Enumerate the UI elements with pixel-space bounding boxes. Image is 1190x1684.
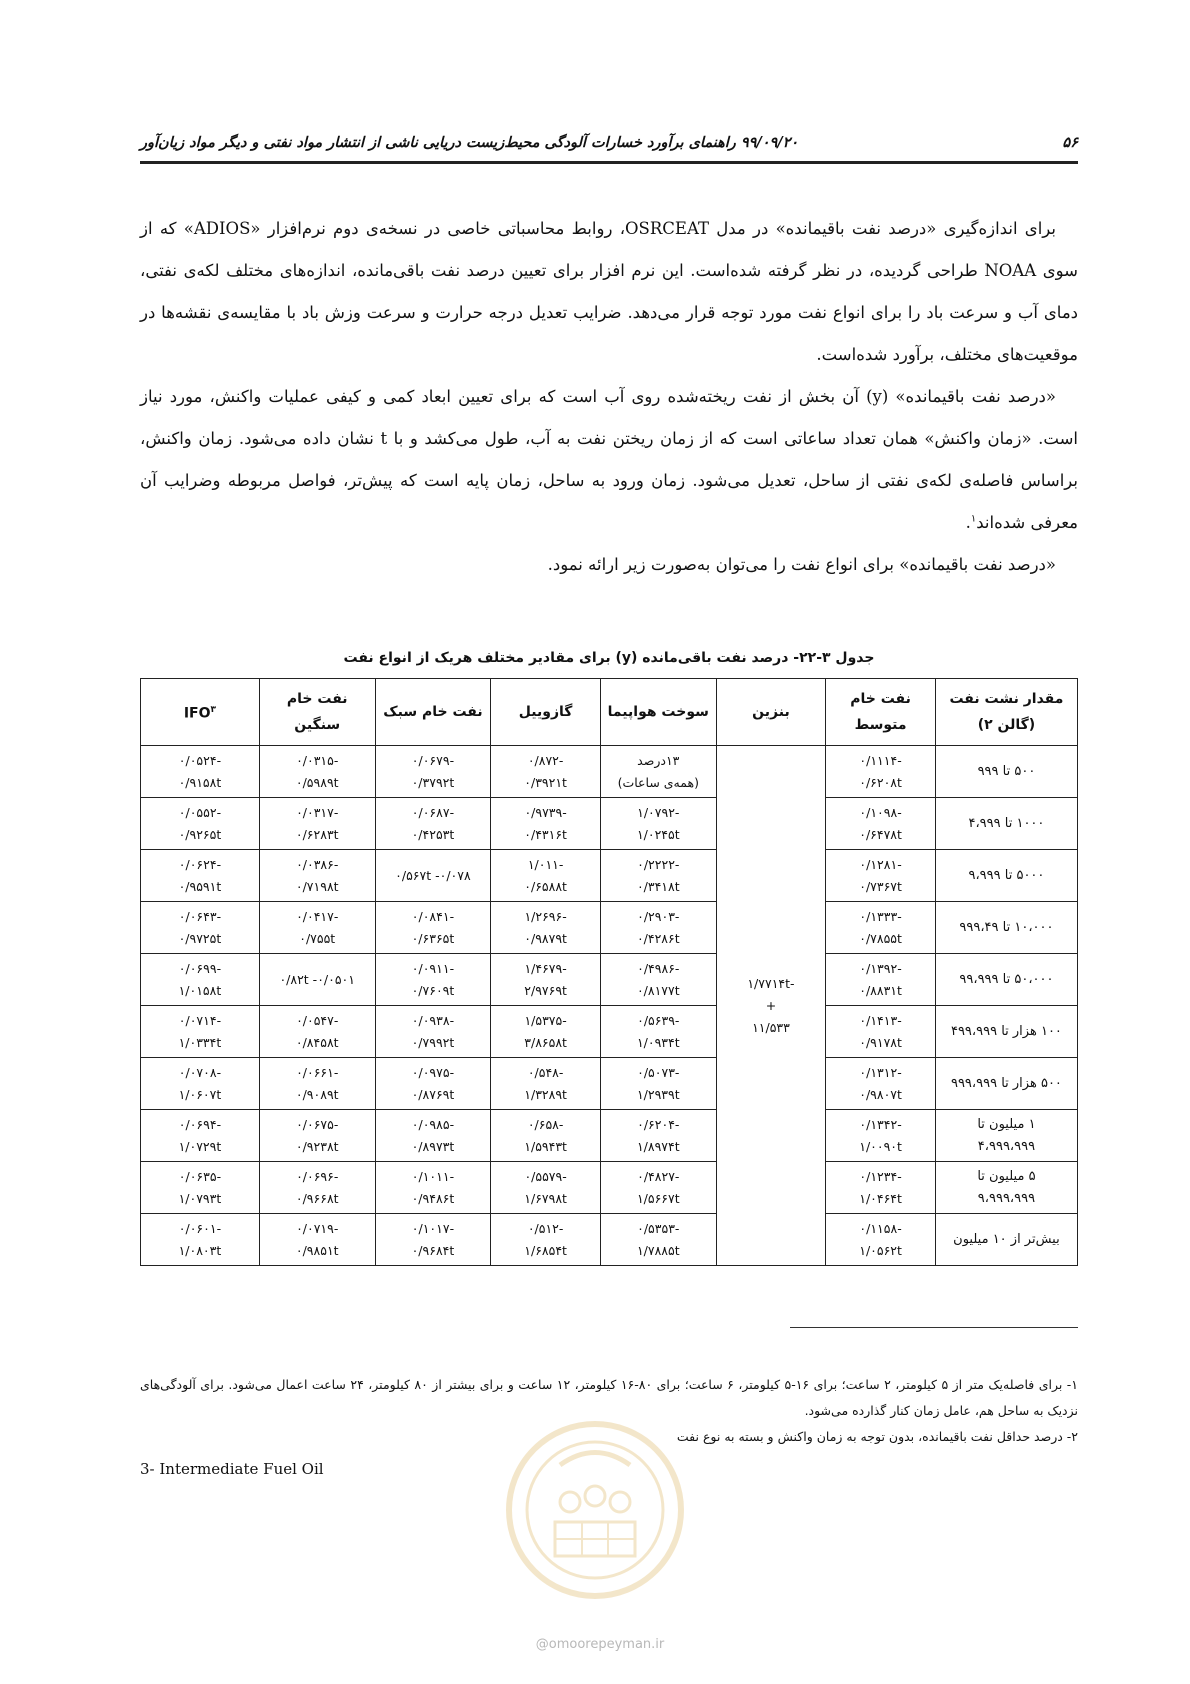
cell-heavy-crude-line2: ۰/۶۲۸۳t (295, 826, 339, 842)
cell-diesel-line1: -۰/۶۵۸ (527, 1116, 564, 1132)
table-row (141, 1006, 1078, 1058)
footnote-3: 3- Intermediate Fuel Oil (140, 1460, 324, 1478)
cell-jet-fuel-line1: -۰/۵۰۷۳ (637, 1064, 680, 1080)
cell-diesel-line2: ۱/۳۲۸۹t (524, 1086, 567, 1102)
cell-light-crude (375, 746, 491, 798)
table-row (141, 1110, 1078, 1162)
cell-light-crude (375, 1006, 491, 1058)
cell-light-crude-line1: -۰/۱۰۱۷ (411, 1220, 455, 1236)
cell-range (935, 1214, 1077, 1266)
cell-jet-fuel-line2: ۰/۸۱۷۷t (636, 982, 680, 998)
cell-light-crude-line2: ۰/۳۷۹۲t (411, 774, 455, 790)
cell-jet-fuel-line1: -۰/۴۸۲۷ (637, 1168, 680, 1184)
cell-heavy-crude-line1: -۰/۰۶۶۱ (296, 1064, 339, 1080)
cell-heavy-crude-line2: ۰/۵۹۸۹t (295, 774, 339, 790)
cell-jet-fuel (600, 954, 716, 1006)
header-diesel: گازوییل (491, 679, 601, 746)
cell-jet-fuel-line2: ۱/۸۹۷۴t (636, 1138, 680, 1154)
cell-light-crude-line1: -۰/۰۹۳۸ (411, 1012, 455, 1028)
cell-ifo (141, 798, 260, 850)
cell-diesel-line1: -۰/۵۱۲ (527, 1220, 564, 1236)
cell-medium-crude (826, 1006, 936, 1058)
cell-medium-crude-line2: ۱/۰۵۶۲t (859, 1242, 902, 1258)
cell-ifo-line2: ۱/۰۶۰۷t (178, 1086, 222, 1102)
cell-ifo (141, 1006, 260, 1058)
cell-ifo-line1: -۰/۰۶۹۹ (178, 960, 222, 976)
cell-heavy-crude (259, 746, 375, 798)
cell-heavy-crude (259, 1058, 375, 1110)
footnote-1: ۱- برای فاصله‌یک متر از ۵ کیلومتر، ۲ ساعت؛ برای ۱۶-۵ کیلومتر، ۶ ساعت؛ برای ۸۰-۱۶ کیلومتر، ۱۲ ساعت و برای بیشتر از ۸۰ کیلومتر، ۲۴ ساعت اعمال می‌شود. برای آلودگی‌های نزدیک به ساحل هم، عامل زمان کنار گذارده می‌شود. (140, 1377, 1079, 1418)
cell-medium-crude-line2: ۰/۶۲۰۸t (859, 774, 902, 790)
cell-jet-fuel-line1: -۰/۵۳۵۳ (637, 1220, 680, 1236)
cell-diesel-line2: ۰/۳۹۲۱t (524, 774, 567, 790)
header-amount (935, 679, 1077, 746)
cell-medium-crude (826, 1162, 936, 1214)
cell-medium-crude-line1: -۰/۱۳۹۲ (859, 960, 902, 976)
cell-heavy-crude (259, 798, 375, 850)
footnote-ref-1: ۱ (970, 513, 977, 525)
cell-medium-crude-line2: ۰/۶۴۷۸t (859, 826, 902, 842)
cell-ifo-line1: -۰/۰۷۱۴ (178, 1012, 222, 1028)
cell-light-crude-line1: ۰/۵۶۷t -۰/۰۷۸ (395, 867, 471, 883)
cell-ifo-line2: ۰/۹۲۶۵t (178, 826, 222, 842)
cell-medium-crude (826, 798, 936, 850)
cell-light-crude (375, 850, 491, 902)
cell-jet-fuel (600, 1162, 716, 1214)
cell-ifo (141, 1162, 260, 1214)
cell-medium-crude (826, 1110, 936, 1162)
cell-ifo-line1: -۰/۰۶۴۳ (178, 908, 222, 924)
cell-medium-crude-line1: -۰/۱۳۳۳ (859, 908, 902, 924)
cell-range (935, 1162, 1077, 1214)
header-medium-crude: نفت خام متوسط (826, 679, 936, 746)
cell-jet-fuel-line2: ۰/۳۴۱۸t (636, 878, 680, 894)
cell-ifo (141, 1110, 260, 1162)
cell-heavy-crude-line2: ۰/۹۲۳۸t (295, 1138, 339, 1154)
cell-medium-crude-line1: -۰/۱۳۴۲ (859, 1116, 902, 1132)
cell-heavy-crude-line2: ۰/۸۴۵۸t (295, 1034, 339, 1050)
cell-diesel-line2: ۰/۴۳۱۶t (524, 826, 567, 842)
table-row (141, 954, 1078, 1006)
cell-light-crude-line1: -۰/۰۸۴۱ (411, 908, 455, 924)
cell-range-line2: ۹،۹۹۹،۹۹۹ (977, 1190, 1036, 1206)
cell-heavy-crude-line2: ۰/۹۰۸۹t (295, 1086, 339, 1102)
footnote-2: ۲- درصد حداقل نفت باقیمانده، بدون توجه به زمان واکنش و بسته به نوع نفت (676, 1429, 1078, 1444)
table-row (141, 746, 1078, 798)
cell-heavy-crude-line1: -۰/۰۶۷۵ (296, 1116, 339, 1132)
cell-light-crude-line1: -۰/۰۹۸۵ (411, 1116, 455, 1132)
header-amount-unit: (گالن ۲) (977, 717, 1036, 733)
paragraph-2-text: «درصد نفت باقیمانده» (y) آن بخش از نفت ریخته‌شده روی آب است که برای تعیین ابعاد کمی و کیفی عملیات واکنش، مورد نیاز است. «زمان واکنش» همان تعداد ساعاتی است که از زمان ریختن نفت به آب، طول می‌کشد و با t نشان داده می‌شود. زمان واکنش، براساس فاصله‌ی لکه‌ی نفتی از ساحل، تعدیل می‌شود. زمان ورود به ساحل، زمان پایه است که پیش‌تر، فواصل مربوطه وضرایب آن معرفی شده‌اند (140, 387, 1078, 532)
cell-diesel (491, 1006, 601, 1058)
cell-jet-fuel-line1: -۰/۶۲۰۴ (637, 1116, 680, 1132)
cell-gasoline (716, 746, 826, 1266)
cell-medium-crude-line1: -۰/۱۲۳۴ (859, 1168, 902, 1184)
paragraph-2: «درصد نفت باقیمانده» (y) آن بخش از نفت ریخته‌شده روی آب است که برای تعیین ابعاد کمی و کیفی عملیات واکنش، مورد نیاز است. «زمان واکنش» همان تعداد ساعاتی است که از زمان ریختن نفت به آب، طول می‌کشد و با t نشان داده می‌شود. زمان واکنش، براساس فاصله‌ی لکه‌ی نفتی از ساحل، تعدیل می‌شود. زمان ورود به ساحل، زمان پایه است که پیش‌تر، فواصل مربوطه وضرایب آن معرفی شده‌اند$^۱$. (140, 387, 1078, 532)
cell-heavy-crude (259, 1110, 375, 1162)
cell-diesel-line1: -۰/۵۴۸ (527, 1064, 564, 1080)
cell-range-line1: ۵۰۰۰ تا ۹،۹۹۹ (968, 867, 1045, 883)
cell-light-crude (375, 902, 491, 954)
cell-heavy-crude-line1: -۰/۰۳۱۷ (296, 804, 339, 820)
cell-jet-fuel-line1: ۱۳درصد (637, 752, 680, 768)
cell-range (935, 954, 1077, 1006)
cell-medium-crude-line1: -۰/۱۲۸۱ (859, 856, 902, 872)
cell-jet-fuel (600, 1058, 716, 1110)
cell-medium-crude-line2: ۰/۷۸۵۵t (859, 930, 902, 946)
seal-logo-watermark (500, 1410, 690, 1610)
cell-range-line1: ۱۰۰ هزار تا ۴۹۹،۹۹۹ (950, 1023, 1062, 1039)
cell-heavy-crude-line1: ۰/۸۲t -۰/۰۵۰۱ (279, 971, 355, 987)
cell-diesel-line2: ۱/۶۷۹۸t (524, 1190, 567, 1206)
cell-ifo (141, 1214, 260, 1266)
header-heavy-crude: نفت خام سنگین (259, 679, 375, 746)
cell-light-crude (375, 1162, 491, 1214)
cell-ifo-line1: -۰/۰۵۲۴ (178, 752, 222, 768)
cell-ifo-line2: ۱/۰۷۲۹t (178, 1138, 222, 1154)
cell-diesel (491, 1162, 601, 1214)
cell-range-line1: بیش‌تر از ۱۰ میلیون (953, 1231, 1060, 1247)
cell-ifo-line2: ۱/۰۷۹۳t (178, 1190, 222, 1206)
cell-light-crude-line2: ۰/۴۲۵۳t (411, 826, 455, 842)
cell-ifo-line1: -۰/۰۵۵۲ (178, 804, 222, 820)
cell-heavy-crude-line1: -۰/۰۷۱۹ (296, 1220, 339, 1236)
cell-light-crude (375, 954, 491, 1006)
cell-range (935, 850, 1077, 902)
cell-heavy-crude-line1: -۰/۰۴۱۷ (296, 908, 339, 924)
cell-heavy-crude (259, 1214, 375, 1266)
cell-diesel (491, 850, 601, 902)
cell-jet-fuel-line1: -۰/۴۹۸۶ (637, 960, 680, 976)
cell-range (935, 798, 1077, 850)
cell-diesel-line2: ۱/۵۹۴۳t (524, 1138, 567, 1154)
cell-diesel-line2: ۱/۶۸۵۴t (524, 1242, 567, 1258)
cell-range (935, 1110, 1077, 1162)
cell-medium-crude (826, 746, 936, 798)
cell-ifo-line2: ۰/۹۱۵۸t (178, 774, 222, 790)
cell-light-crude (375, 798, 491, 850)
cell-heavy-crude (259, 902, 375, 954)
cell-ifo-line1: -۰/۰۷۰۸ (178, 1064, 222, 1080)
cell-diesel (491, 954, 601, 1006)
page-header (140, 128, 1078, 164)
footnote-ref-3: ۳ (210, 705, 217, 716)
cell-medium-crude-line2: ۱/۰۰۹۰t (859, 1138, 902, 1154)
cell-range (935, 902, 1077, 954)
cell-jet-fuel (600, 798, 716, 850)
header-ifo-label: IFO (183, 705, 211, 722)
cell-diesel (491, 1058, 601, 1110)
cell-range-line1: ۵ میلیون تا (977, 1168, 1036, 1184)
cell-light-crude-line2: ۰/۹۶۸۴t (411, 1242, 455, 1258)
cell-light-crude-line2: ۰/۶۳۶۵t (411, 930, 455, 946)
paragraph-1: برای اندازه‌گیری «درصد نفت باقیمانده» در مدل OSRCEAT، روابط محاسباتی خاصی در نسخه‌ی دوم نرم‌افزار «ADIOS» که از سوی NOAA طراحی گردیده، در نظر گرفته شده‌است. این نرم افزار برای تعیین درصد نفت باقی‌مانده، اندازه‌های مختلف لکه‌ی نفتی، دمای آب و سرعت باد را برای انواع نفت مورد توجه قرار می‌دهد. ضرایب تعدیل درجه حرارت و سرعت وزش باد با مقایسه‌ی نقشه‌ها در موقعیت‌های مختلف، برآورد شده‌است. (140, 219, 1078, 364)
cell-heavy-crude-line2: ۰/۷۱۹۸t (295, 878, 339, 894)
cell-diesel-line2: ۰/۹۸۷۹t (524, 930, 567, 946)
cell-diesel-line1: -۱/۵۳۷۵ (524, 1012, 567, 1028)
cell-range-line1: ۱۰،۰۰۰ تا ۹۹۹،۴۹ (959, 919, 1054, 935)
cell-range (935, 746, 1077, 798)
cell-jet-fuel (600, 1006, 716, 1058)
header-gasoline: بنزین (716, 679, 826, 746)
cell-range-line1: ۵۰،۰۰۰ تا ۹۹،۹۹۹ (959, 971, 1054, 987)
cell-medium-crude-line1: -۰/۱۰۹۸ (859, 804, 902, 820)
cell-ifo (141, 954, 260, 1006)
cell-diesel-line2: ۰/۶۵۸۸t (524, 878, 567, 894)
cell-range (935, 1006, 1077, 1058)
table-row (141, 850, 1078, 902)
cell-diesel (491, 1214, 601, 1266)
cell-medium-crude-line2: ۱/۰۴۶۴t (859, 1190, 902, 1206)
cell-heavy-crude (259, 954, 375, 1006)
cell-range-line2: ۴،۹۹۹،۹۹۹ (977, 1138, 1036, 1154)
cell-medium-crude (826, 902, 936, 954)
cell-ifo-line2: ۱/۰۱۵۸t (178, 982, 222, 998)
cell-jet-fuel (600, 850, 716, 902)
cell-ifo-line1: -۰/۰۶۳۵ (178, 1168, 222, 1184)
cell-medium-crude-line1: -۰/۱۱۵۸ (859, 1220, 902, 1236)
cell-medium-crude (826, 1058, 936, 1110)
cell-light-crude (375, 1110, 491, 1162)
cell-diesel (491, 902, 601, 954)
cell-jet-fuel-line2: ۱/۰۹۳۴t (636, 1034, 680, 1050)
cell-ifo-line2: ۱/۰۸۰۳t (178, 1242, 222, 1258)
cell-jet-fuel (600, 746, 716, 798)
cell-light-crude-line2: ۰/۸۹۷۳t (411, 1138, 455, 1154)
cell-diesel (491, 1110, 601, 1162)
cell-jet-fuel-line2: ۱/۵۶۶۷t (636, 1190, 680, 1206)
cell-light-crude (375, 1058, 491, 1110)
table-row (141, 1058, 1078, 1110)
cell-medium-crude-line2: ۰/۹۸۰۷t (859, 1086, 902, 1102)
cell-diesel (491, 746, 601, 798)
cell-heavy-crude-line1: -۰/۰۳۸۶ (296, 856, 339, 872)
cell-light-crude-line1: -۰/۰۹۱۱ (411, 960, 455, 976)
cell-heavy-crude-line1: -۰/۰۳۱۵ (296, 752, 339, 768)
cell-range-line1: ۵۰۰ تا ۹۹۹ (977, 763, 1036, 779)
cell-heavy-crude-line1: -۰/۰۶۹۶ (296, 1168, 339, 1184)
cell-diesel-line2: ۲/۹۷۶۹t (524, 982, 567, 998)
cell-ifo-line2: ۱/۰۳۳۴t (178, 1034, 222, 1050)
cell-light-crude (375, 1214, 491, 1266)
cell-ifo-line2: ۰/۹۷۲۵t (178, 930, 222, 946)
table-row (141, 1214, 1078, 1266)
header-ifo (141, 679, 260, 746)
cell-light-crude-line1: -۰/۰۶۷۹ (411, 752, 455, 768)
cell-medium-crude-line1: -۰/۱۴۱۳ (859, 1012, 902, 1028)
header-jet-fuel: سوخت هواپیما (600, 679, 716, 746)
cell-diesel (491, 798, 601, 850)
cell-diesel-line1: -۱/۴۶۷۹ (524, 960, 567, 976)
cell-ifo-line1: -۰/۰۶۹۴ (178, 1116, 222, 1132)
cell-medium-crude (826, 850, 936, 902)
cell-jet-fuel-line2: ۰/۴۲۸۶t (636, 930, 680, 946)
cell-heavy-crude-line1: -۰/۰۵۴۷ (296, 1012, 339, 1028)
cell-light-crude-line2: ۰/۹۴۸۶t (411, 1190, 455, 1206)
cell-ifo-line2: ۰/۹۵۹۱t (178, 878, 222, 894)
cell-light-crude-line1: -۰/۰۹۷۵ (411, 1064, 455, 1080)
page-number: ۵۶ (1062, 134, 1078, 151)
header-light-crude: نفت خام سبک (375, 679, 491, 746)
cell-medium-crude (826, 1214, 936, 1266)
cell-medium-crude-line1: -۰/۱۳۱۲ (859, 1064, 902, 1080)
cell-jet-fuel-line1: -۰/۲۲۲۲ (637, 856, 680, 872)
cell-heavy-crude (259, 1162, 375, 1214)
cell-jet-fuel-line1: -۰/۵۶۳۹ (637, 1012, 680, 1028)
cell-ifo-line1: -۰/۰۶۰۱ (178, 1220, 222, 1236)
body-text (140, 208, 1078, 586)
table-row (141, 1162, 1078, 1214)
cell-ifo (141, 902, 260, 954)
cell-light-crude-line1: -۰/۱۰۱۱ (411, 1168, 455, 1184)
table-header-row (141, 679, 1078, 746)
cell-medium-crude (826, 954, 936, 1006)
footnote-rule (790, 1327, 1078, 1328)
running-title: ۹۹/۰۹/۲۰ راهنمای برآورد خسارات آلودگی محیط‌زیست دریایی ناشی از انتشار مواد نفتی و دیگر مواد زیان‌آور (140, 134, 799, 151)
cell-range-line1: ۱۰۰۰ تا ۴،۹۹۹ (968, 815, 1045, 831)
cell-light-crude-line2: ۰/۷۶۰۹t (411, 982, 455, 998)
cell-light-crude-line2: ۰/۷۹۹۲t (411, 1034, 455, 1050)
cell-diesel-line1: -۰/۹۷۳۹ (524, 804, 567, 820)
cell-medium-crude-line2: ۰/۸۸۳۱t (859, 982, 902, 998)
cell-gasoline-line1: -۱/۷۷۱۴t (747, 975, 795, 991)
cell-diesel-line1: -۱/۰۱۱ (527, 856, 564, 872)
cell-ifo (141, 746, 260, 798)
cell-jet-fuel-line2: ۱/۰۲۴۵t (636, 826, 680, 842)
cell-diesel-line1: -۰/۵۵۷۹ (524, 1168, 567, 1184)
cell-jet-fuel (600, 902, 716, 954)
cell-ifo-line1: -۰/۰۶۲۴ (178, 856, 222, 872)
cell-heavy-crude (259, 1006, 375, 1058)
cell-jet-fuel-line2: (همه‌ی ساعات) (617, 774, 699, 790)
cell-diesel-line2: ۳/۸۶۵۸t (524, 1034, 567, 1050)
table-caption: جدول ۳-۲۲- درصد نفت باقی‌مانده (y) برای مقادیر مختلف هریک از انواع نفت (343, 650, 875, 666)
header-amount-label: مقدار نشت نفت (949, 691, 1064, 707)
cell-jet-fuel (600, 1110, 716, 1162)
table-row (141, 902, 1078, 954)
cell-light-crude-line2: ۰/۸۷۶۹t (411, 1086, 455, 1102)
cell-heavy-crude-line2: ۰/۹۸۵۱t (295, 1242, 339, 1258)
cell-medium-crude-line1: -۰/۱۱۱۴ (859, 752, 902, 768)
cell-jet-fuel-line2: ۱/۲۹۳۹t (636, 1086, 680, 1102)
cell-ifo (141, 850, 260, 902)
cell-jet-fuel-line1: -۰/۲۹۰۳ (637, 908, 680, 924)
cell-range-line1: ۱ میلیون تا (977, 1116, 1036, 1132)
cell-diesel-line1: -۱/۲۶۹۶ (524, 908, 567, 924)
header-rule (140, 161, 1078, 164)
table-row (141, 798, 1078, 850)
cell-jet-fuel (600, 1214, 716, 1266)
cell-heavy-crude-line2: ۰/۹۶۶۸t (295, 1190, 339, 1206)
cell-range (935, 1058, 1077, 1110)
cell-jet-fuel-line1: -۱/۰۷۹۲ (637, 804, 680, 820)
cell-diesel-line1: -۰/۸۷۲ (527, 752, 564, 768)
cell-gasoline-line2: + (765, 997, 777, 1013)
cell-heavy-crude (259, 850, 375, 902)
watermark-text: @omoorepeyman.ir (535, 1637, 665, 1652)
cell-jet-fuel-line2: ۱/۷۸۸۵t (636, 1242, 680, 1258)
cell-medium-crude-line2: ۰/۷۳۶۷t (859, 878, 902, 894)
cell-heavy-crude-line2: ۰/۷۵۵t (299, 930, 336, 946)
cell-ifo (141, 1058, 260, 1110)
cell-light-crude-line1: -۰/۰۶۸۷ (411, 804, 455, 820)
cell-range-line1: ۵۰۰ هزار تا ۹۹۹،۹۹۹ (950, 1075, 1062, 1091)
paragraph-3: «درصد نفت باقیمانده» برای انواع نفت را می‌توان به‌صورت زیر ارائه نمود. (547, 555, 1056, 574)
cell-gasoline-line3: ۱۱/۵۳۳ (752, 1019, 790, 1035)
cell-medium-crude-line2: ۰/۹۱۷۸t (859, 1034, 902, 1050)
residual-oil-table (140, 678, 1078, 1266)
